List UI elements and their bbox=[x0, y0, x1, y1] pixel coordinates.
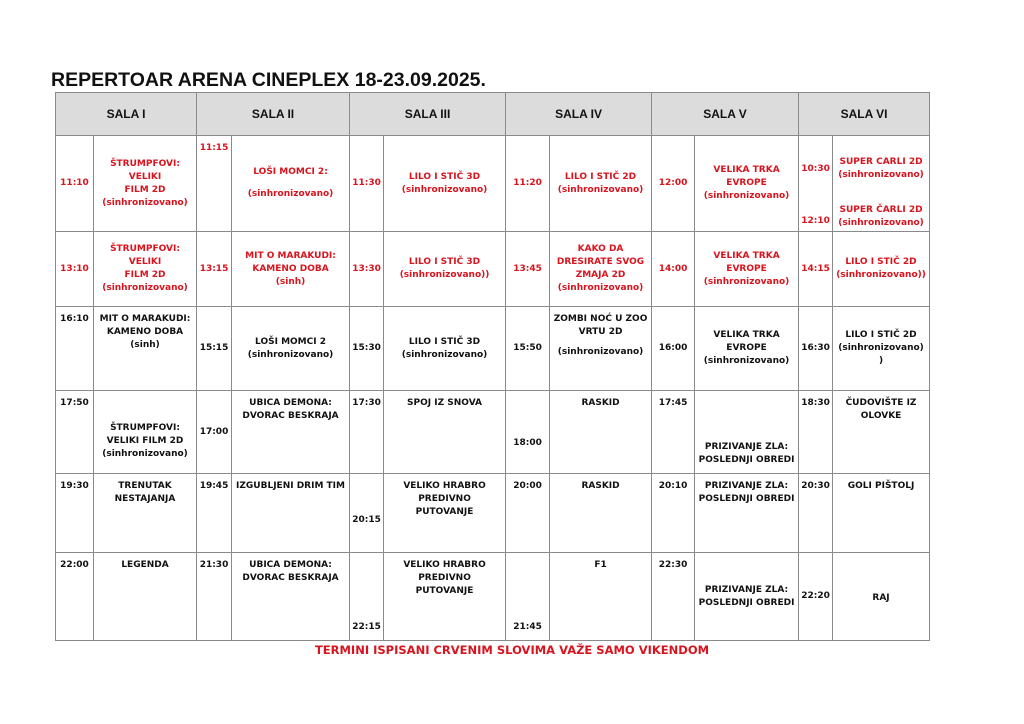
showtime: 14:15 bbox=[801, 263, 830, 274]
schedule-row bbox=[56, 474, 930, 553]
movie-cell bbox=[232, 232, 350, 307]
movie-cell bbox=[384, 307, 506, 391]
showtime: 18:00 bbox=[513, 437, 542, 448]
movie-cell bbox=[833, 391, 930, 474]
showtime-cell bbox=[506, 474, 550, 553]
movie-title: ZOMBI NOĆ U ZOO bbox=[553, 314, 648, 324]
showtime-cell bbox=[799, 232, 833, 307]
movie-title-line: PUTOVANJE bbox=[415, 507, 474, 517]
movie-title: LILO I STIČ 3D bbox=[408, 171, 481, 182]
showtime: 21:30 bbox=[199, 560, 229, 570]
showtime-cell bbox=[799, 553, 833, 641]
showtime-cell bbox=[652, 136, 695, 232]
movie-cell bbox=[550, 474, 652, 553]
showtime: 13:15 bbox=[199, 263, 229, 274]
movie-title-line: KAMENO DOBA bbox=[106, 327, 184, 337]
showtime-cell bbox=[799, 136, 833, 232]
showtime-cell bbox=[350, 136, 384, 232]
showtime: 11:15 bbox=[199, 143, 229, 153]
movie-cell bbox=[384, 391, 506, 474]
movie-cell bbox=[232, 136, 350, 232]
showtime: 16:00 bbox=[658, 343, 688, 353]
movie-title-line: (sinhronizovano) bbox=[401, 349, 488, 360]
movie-cell bbox=[833, 232, 930, 307]
showtime: 19:30 bbox=[60, 481, 89, 491]
movie-cell bbox=[94, 391, 197, 474]
movie-title: MIT O MARAKUDI: bbox=[99, 314, 191, 324]
movie-cell bbox=[232, 553, 350, 641]
movie-title: SUPER ČARLI 2D bbox=[839, 205, 923, 215]
showtime-cell bbox=[799, 474, 833, 553]
showtime-cell bbox=[56, 391, 94, 474]
movie-cell bbox=[695, 232, 799, 307]
showtime-cell bbox=[506, 232, 550, 307]
schedule-table bbox=[55, 92, 930, 641]
showtime-cell bbox=[56, 232, 94, 307]
movie-title: F1 bbox=[594, 560, 607, 570]
showtime-cell bbox=[56, 474, 94, 553]
movie-title: IZGUBLJENI DRIM TIM bbox=[236, 481, 345, 491]
movie-title-line: (sinh) bbox=[130, 340, 160, 350]
movie-title-line: (sinhronizovano) bbox=[102, 283, 188, 293]
movie-title: UBICA DEMONA: bbox=[249, 560, 332, 570]
movie-cell bbox=[94, 553, 197, 641]
movie-title: UBICA DEMONA: bbox=[249, 398, 332, 408]
movie-cell bbox=[384, 136, 506, 232]
movie-title: PRIZIVANJE ZLA: bbox=[704, 481, 789, 491]
movie-title-line: (sinhronizovano)) bbox=[836, 270, 926, 280]
movie-title-line: (sinh) bbox=[275, 276, 306, 287]
showtime: 17:30 bbox=[352, 398, 381, 408]
showtime: 17:50 bbox=[60, 398, 89, 408]
movie-title-line: POSLEDNJI OBREDI bbox=[698, 455, 795, 465]
movie-title: VELIKA TRKA EVROPE bbox=[713, 250, 780, 274]
movie-title-line: PREDIVNO bbox=[418, 573, 471, 583]
movie-title-line: DRESIRATE SVOG bbox=[556, 257, 645, 267]
movie-title-line: (sinhronizovano) bbox=[247, 189, 334, 199]
showtime-cell bbox=[652, 307, 695, 391]
movie-title-line: DVORAC BESKRAJA bbox=[242, 573, 339, 583]
movie-cell bbox=[695, 391, 799, 474]
showtime: 15:15 bbox=[199, 343, 229, 353]
movie-cell bbox=[232, 391, 350, 474]
movie-title: LILO I STIČ 3D bbox=[408, 257, 481, 267]
movie-title-line: (sinhronizovano) bbox=[102, 448, 188, 459]
hall-header-5: SALA V bbox=[652, 93, 799, 136]
showtime: 18:30 bbox=[801, 398, 830, 408]
showtime: 17:00 bbox=[199, 426, 229, 437]
showtime-cell bbox=[652, 553, 695, 641]
movie-title: ŠTRUMPFOVI: VELIKI bbox=[110, 158, 180, 182]
schedule-row bbox=[56, 307, 930, 391]
movie-title: RAJ bbox=[872, 593, 890, 603]
movie-cell bbox=[384, 232, 506, 307]
showtime-cell bbox=[799, 391, 833, 474]
schedule-row bbox=[56, 136, 930, 232]
movie-title: GOLI PIŠTOLJ bbox=[847, 481, 915, 491]
movie-cell bbox=[94, 232, 197, 307]
movie-title-line: PREDIVNO bbox=[418, 494, 471, 504]
movie-title: LEGENDA bbox=[121, 560, 169, 570]
movie-cell bbox=[94, 307, 197, 391]
movie-title-line: VELIKI FILM 2D bbox=[106, 435, 184, 446]
hall-header-4: SALA IV bbox=[506, 93, 652, 136]
movie-title-line: NESTAJANJA bbox=[114, 494, 176, 504]
movie-title-line: FILM 2D bbox=[124, 270, 166, 280]
movie-title-line: (sinhronizovano) bbox=[102, 197, 188, 208]
movie-title-line: FILM 2D bbox=[124, 184, 166, 195]
movie-title-line: (sinhronizovano) bbox=[247, 349, 334, 360]
showtime: 22:30 bbox=[658, 560, 688, 570]
showtime-second: 12:10 bbox=[801, 216, 830, 226]
movie-cell bbox=[695, 474, 799, 553]
showtime: 11:10 bbox=[60, 178, 89, 188]
movie-cell bbox=[94, 474, 197, 553]
movie-title: ČUDOVIŠTE IZ bbox=[845, 398, 917, 408]
hall-header-3: SALA III bbox=[350, 93, 506, 136]
showtime-cell bbox=[652, 232, 695, 307]
movie-title: VELIKA TRKA bbox=[713, 330, 780, 340]
showtime: 16:30 bbox=[801, 343, 830, 353]
hall-header-1: SALA I bbox=[56, 93, 197, 136]
movie-title: PRIZIVANJE ZLA: bbox=[704, 584, 789, 595]
movie-cell bbox=[550, 307, 652, 391]
movie-title: SUPER CARLI 2D bbox=[839, 157, 923, 167]
movie-title-line: (sinhronizovano) bbox=[557, 347, 644, 357]
showtime-cell bbox=[506, 307, 550, 391]
showtime-cell bbox=[350, 474, 384, 553]
movie-title: RASKID bbox=[581, 398, 620, 408]
showtime: 12:00 bbox=[658, 178, 688, 188]
movie-cell bbox=[550, 391, 652, 474]
movie-cell bbox=[833, 307, 930, 391]
movie-title: KAKO DA bbox=[577, 244, 624, 254]
movie-title-line: PUTOVANJE bbox=[415, 586, 474, 596]
showtime-cell bbox=[56, 307, 94, 391]
movie-title: VELIKO HRABRO bbox=[403, 560, 486, 570]
showtime-cell bbox=[506, 553, 550, 641]
showtime: 13:10 bbox=[60, 263, 89, 274]
schedule-row bbox=[56, 232, 930, 307]
movie-title-line: (sinhronizovano)) bbox=[399, 270, 490, 280]
movie-title-line: (sinhronizovano) bbox=[401, 184, 488, 195]
movie-title: LILO I STIČ 2D bbox=[845, 257, 917, 267]
showtime: 20:30 bbox=[801, 481, 830, 491]
movie-title: VELIKO HRABRO bbox=[403, 481, 486, 491]
showtime: 22:00 bbox=[60, 560, 89, 570]
showtime-cell bbox=[197, 474, 232, 553]
movie-cell bbox=[384, 474, 506, 553]
movie-title-line: (sinhronizovano) bbox=[557, 184, 644, 195]
showtime-cell bbox=[197, 391, 232, 474]
movie-title-line: DVORAC BESKRAJA bbox=[242, 411, 339, 421]
movie-title: MIT O MARAKUDI: bbox=[245, 250, 336, 261]
showtime: 17:45 bbox=[658, 398, 688, 408]
showtime-cell bbox=[506, 391, 550, 474]
movie-title: LILO I STIČ 3D bbox=[408, 336, 481, 347]
showtime-cell bbox=[350, 391, 384, 474]
showtime-cell bbox=[197, 307, 232, 391]
movie-title: ŠTRUMPFOVI: bbox=[110, 422, 180, 433]
movie-cell bbox=[550, 232, 652, 307]
movie-cell bbox=[833, 474, 930, 553]
movie-cell bbox=[384, 553, 506, 641]
movie-title: LILO I STIČ 2D bbox=[845, 330, 917, 340]
showtime: 21:45 bbox=[513, 622, 542, 632]
movie-cell bbox=[833, 553, 930, 641]
movie-cell bbox=[833, 136, 930, 232]
movie-title-line: (sinhronizovano) bbox=[838, 343, 924, 353]
showtime: 19:45 bbox=[199, 481, 229, 491]
showtime-cell bbox=[350, 553, 384, 641]
movie-title: LOŠI MOMCI 2 bbox=[255, 336, 326, 347]
movie-title-line: (sinhronizovano) bbox=[838, 170, 924, 180]
hall-header-2: SALA II bbox=[197, 93, 350, 136]
showtime: 10:30 bbox=[801, 164, 830, 174]
showtime: 11:20 bbox=[513, 178, 542, 188]
movie-title-line: (sinhronizovano) bbox=[838, 218, 924, 228]
showtime: 13:45 bbox=[513, 263, 542, 274]
showtime-cell bbox=[799, 307, 833, 391]
movie-title-line: (sinhronizovano) bbox=[703, 191, 790, 201]
movie-title-line: EVROPE bbox=[726, 343, 767, 353]
page-title: REPERTOAR ARENA CINEPLEX 18-23.09.2025. bbox=[51, 69, 486, 91]
showtime-cell bbox=[350, 307, 384, 391]
movie-title: RASKID bbox=[581, 481, 620, 491]
movie-cell bbox=[695, 553, 799, 641]
showtime-cell bbox=[197, 136, 232, 232]
movie-title-line: POSLEDNJI OBREDI bbox=[698, 494, 795, 504]
movie-cell bbox=[232, 474, 350, 553]
movie-title-line: ) bbox=[878, 356, 884, 366]
showtime: 22:20 bbox=[801, 591, 830, 601]
movie-title-line: VRTU 2D bbox=[578, 327, 623, 337]
movie-title: VELIKA TRKA EVROPE bbox=[713, 165, 780, 188]
schedule-row bbox=[56, 391, 930, 474]
showtime: 20:00 bbox=[513, 481, 542, 491]
showtime-cell bbox=[56, 553, 94, 641]
showtime-cell bbox=[506, 136, 550, 232]
movie-cell bbox=[695, 136, 799, 232]
showtime: 14:00 bbox=[658, 263, 688, 274]
movie-title-line: POSLEDNJI OBREDI bbox=[698, 597, 795, 608]
showtime: 22:15 bbox=[352, 622, 381, 632]
movie-title: SPOJ IZ SNOVA bbox=[407, 398, 483, 408]
movie-title: LILO I STIČ 2D bbox=[564, 171, 637, 182]
movie-cell bbox=[550, 136, 652, 232]
hall-header-row bbox=[56, 93, 930, 136]
hall-header-6: SALA VI bbox=[799, 93, 930, 136]
movie-title-line: ZMAJA 2D bbox=[575, 270, 626, 280]
showtime: 15:30 bbox=[352, 343, 381, 353]
schedule-row bbox=[56, 553, 930, 641]
showtime-cell bbox=[197, 232, 232, 307]
movie-title: PRIZIVANJE ZLA: bbox=[704, 442, 789, 452]
movie-title: TRENUTAK bbox=[118, 481, 172, 491]
movie-title-line: (sinhronizovano) bbox=[557, 283, 644, 293]
showtime-cell bbox=[56, 136, 94, 232]
movie-cell bbox=[550, 553, 652, 641]
movie-title-line: OLOVKE bbox=[860, 411, 902, 421]
movie-title-line: (sinhronizovano) bbox=[703, 276, 790, 287]
showtime-cell bbox=[350, 232, 384, 307]
showtime: 20:10 bbox=[658, 481, 688, 491]
movie-title: ŠTRUMPFOVI: VELIKI bbox=[110, 244, 180, 267]
weekend-note: TERMINI ISPISANI CRVENIM SLOVIMA VAŽE SAMO VIKENDOM bbox=[314, 643, 710, 657]
showtime-cell bbox=[652, 474, 695, 553]
movie-cell bbox=[695, 307, 799, 391]
movie-title-line: (sinhronizovano) bbox=[703, 356, 790, 366]
showtime: 13:30 bbox=[352, 263, 381, 274]
showtime: 15:50 bbox=[513, 343, 542, 353]
movie-title: LOŠI MOMCI 2: bbox=[253, 167, 328, 177]
showtime: 11:30 bbox=[352, 178, 381, 188]
movie-cell bbox=[232, 307, 350, 391]
movie-cell bbox=[94, 136, 197, 232]
showtime-cell bbox=[197, 553, 232, 641]
showtime-cell bbox=[652, 391, 695, 474]
showtime: 16:10 bbox=[60, 314, 89, 324]
movie-title-line: KAMENO DOBA bbox=[252, 263, 329, 274]
showtime: 20:15 bbox=[352, 514, 381, 525]
